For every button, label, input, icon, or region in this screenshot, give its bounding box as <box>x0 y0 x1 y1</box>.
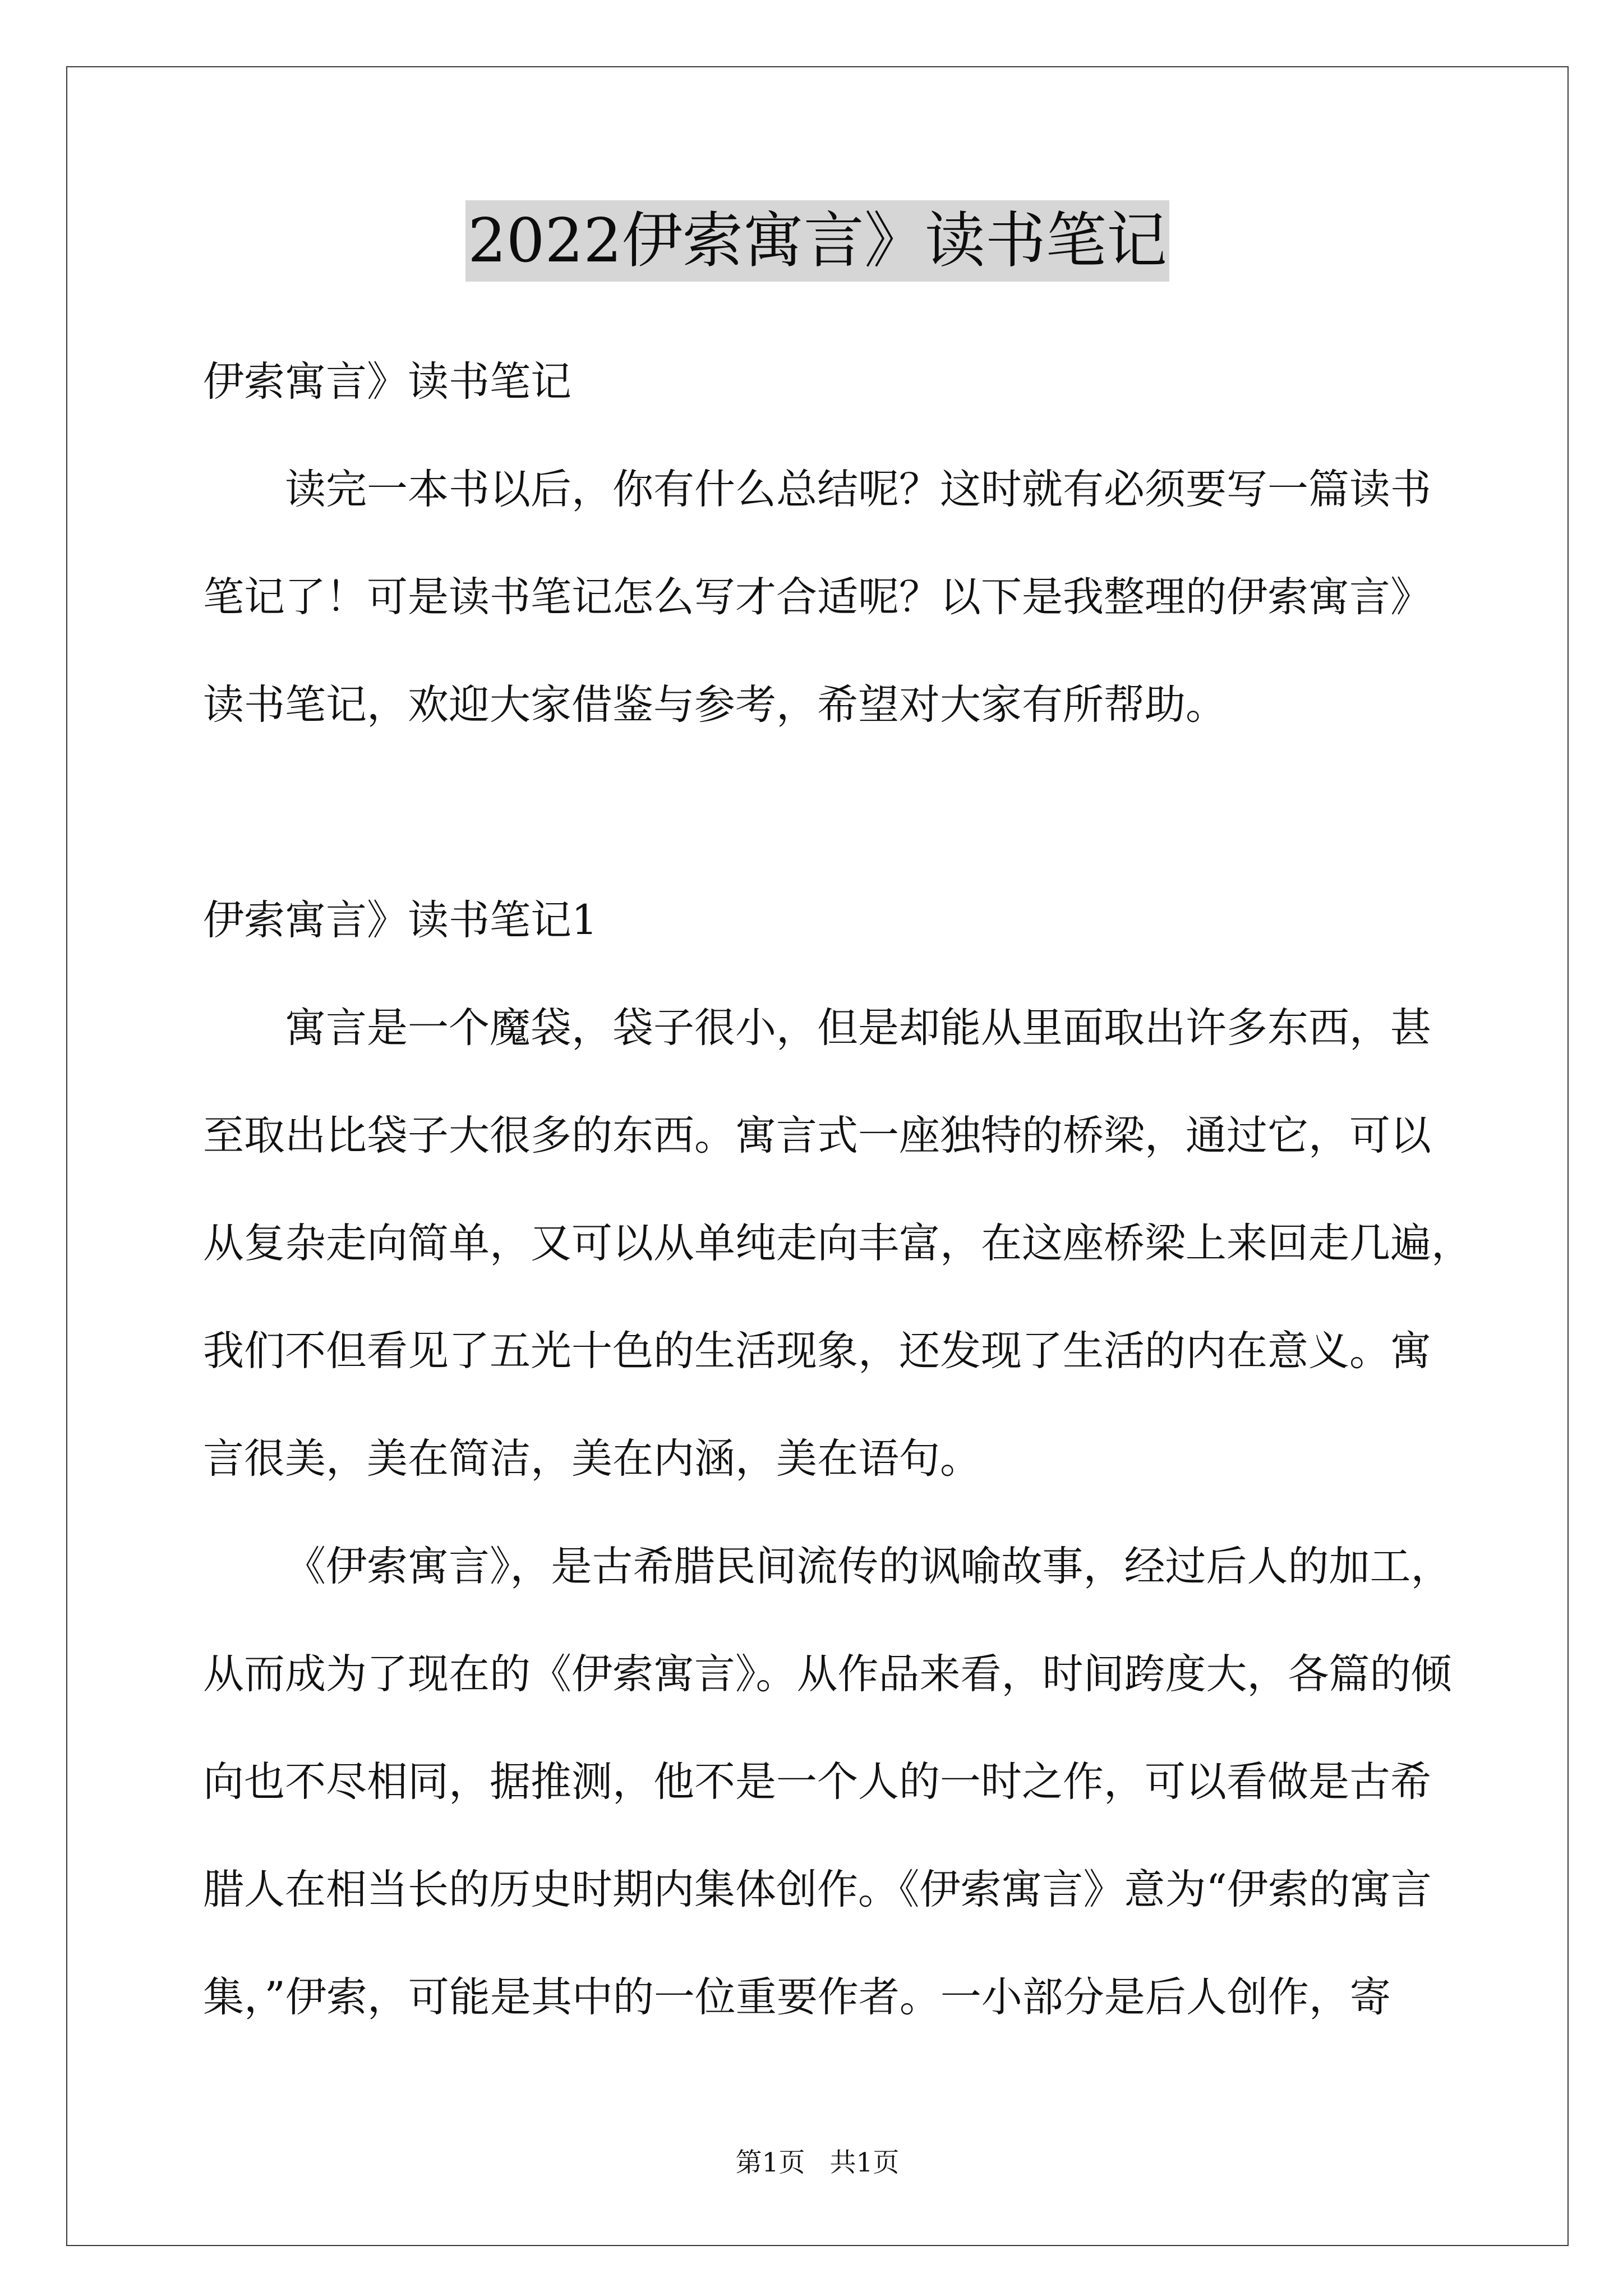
paragraph-line: 至取出比袋子大很多的东西。寓言式一座独特的桥梁，通过它，可以 <box>203 1112 1431 1159</box>
title-block <box>67 200 1567 282</box>
page-footer <box>67 2146 1567 2180</box>
page-total: 共1页 <box>829 2147 900 2178</box>
paragraph-line: 读完一本书以后，你有什么总结呢？这时就有必须要写一篇读书 <box>285 466 1431 513</box>
blank-line <box>203 759 1470 867</box>
paragraph-line: 寓言是一个魔袋，袋子很小，但是却能从里面取出许多东西，甚 <box>285 1004 1431 1052</box>
section-heading-main: 伊索寓言》读书笔记 <box>203 358 571 406</box>
paragraph-line: 腊人在相当长的历史时期内集体创作。《伊索寓言》意为“伊索的寓言 <box>203 1866 1432 1913</box>
paragraph-line: 《伊索寓言》，是古希腊民间流传的讽喻故事，经过后人的加工， <box>285 1543 1452 1590</box>
paragraph-line: 读书笔记，欢迎大家借鉴与参考，希望对大家有所帮助。 <box>203 681 1227 729</box>
paragraph-1 <box>203 974 1470 1513</box>
paragraph-line: 向也不尽相同，据推测，他不是一个人的一时之作，可以看做是古希 <box>203 1758 1431 1806</box>
document-title: 2022伊索寓言》读书笔记 <box>465 200 1169 282</box>
paragraph-line: 笔记了！可是读书笔记怎么写才合适呢？以下是我整理的伊索寓言》 <box>203 573 1431 621</box>
paragraph-2 <box>203 1513 1470 2051</box>
document-body <box>203 328 1470 2051</box>
page-border-frame <box>66 66 1569 2246</box>
paragraph-line: 集，”伊索，可能是其中的一位重要作者。一小部分是后人创作，寄 <box>203 1973 1391 2021</box>
paragraph-line: 我们不但看见了五光十色的生活现象，还发现了生活的内在意义。寓 <box>203 1327 1431 1375</box>
paragraph-line: 从而成为了现在的《伊索寓言》。从作品来看，时间跨度大，各篇的倾 <box>203 1650 1452 1698</box>
page-number: 第1页 <box>735 2147 805 2178</box>
paragraph-line: 言很美，美在简洁，美在内涵，美在语句。 <box>203 1435 981 1483</box>
paragraph-line: 从复杂走向简单，又可以从单纯走向丰富，在这座桥梁上来回走几遍， <box>203 1220 1472 1267</box>
intro-paragraph <box>203 436 1470 759</box>
section-heading-1: 伊索寓言》读书笔记1 <box>203 896 598 944</box>
